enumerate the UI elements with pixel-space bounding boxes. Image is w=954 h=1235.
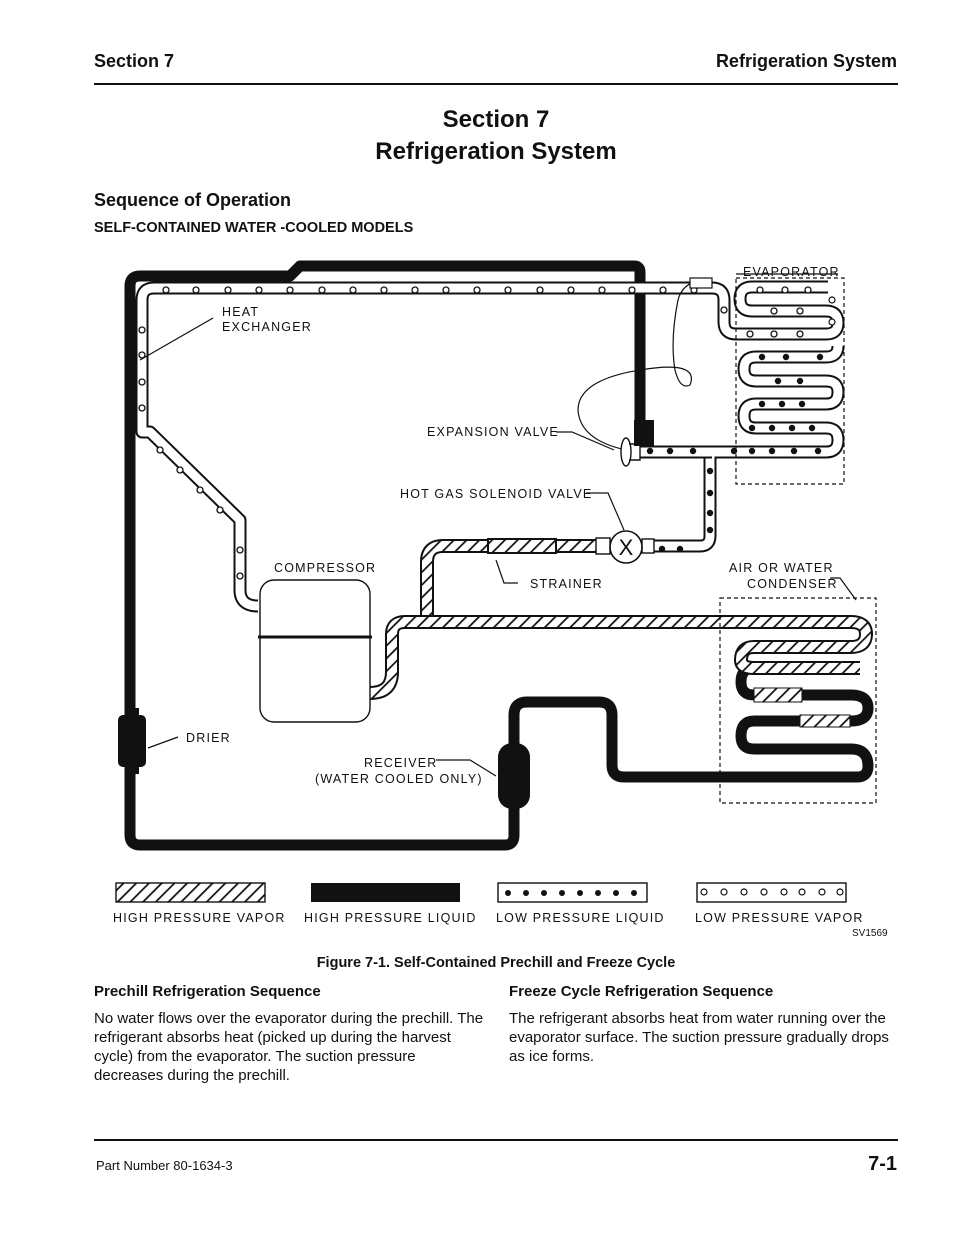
label-expansion-valve: EXPANSION VALVE bbox=[427, 425, 559, 439]
label-heat-exchanger-2: EXCHANGER bbox=[222, 320, 312, 334]
condenser-hatch-segment-1 bbox=[754, 688, 802, 702]
drier bbox=[118, 715, 146, 767]
label-compressor: COMPRESSOR bbox=[274, 561, 377, 575]
page-number: 7-1 bbox=[868, 1153, 897, 1175]
compressor bbox=[260, 580, 370, 722]
legend-swatch-high-pressure-vapor bbox=[116, 883, 265, 902]
leader-lines bbox=[140, 274, 856, 776]
footer-rule bbox=[94, 1139, 898, 1141]
solenoid-symbol: X bbox=[618, 535, 634, 560]
label-receiver-2: (WATER COOLED ONLY) bbox=[315, 772, 483, 786]
solenoid-fitting-right bbox=[642, 539, 654, 553]
legend-label-low-pressure-vapor: LOW PRESSURE VAPOR bbox=[695, 911, 864, 925]
label-condenser-1: AIR OR WATER bbox=[729, 561, 834, 575]
legend-label-high-pressure-vapor: HIGH PRESSURE VAPOR bbox=[113, 911, 286, 925]
header-chapter: Refrigeration System bbox=[715, 51, 897, 71]
legend-label-high-pressure-liquid: HIGH PRESSURE LIQUID bbox=[304, 911, 477, 925]
label-hot-gas-solenoid-valve: HOT GAS SOLENOID VALVE bbox=[400, 487, 593, 501]
freeze-heading: Freeze Cycle Refrigeration Sequence bbox=[509, 983, 774, 1000]
receiver bbox=[498, 743, 530, 809]
legend-swatch-low-pressure-liquid bbox=[498, 883, 647, 902]
condenser-hatch-segment-2 bbox=[800, 715, 850, 727]
prechill-body: No water flows over the evaporator during the prechill. The refrigerant absorbs heat (picked up during the harvest cycle) from the evaporator. The suction pressure decreases during the prechill. bbox=[94, 1010, 484, 1084]
strainer bbox=[488, 539, 556, 553]
expansion-valve-body bbox=[634, 420, 654, 446]
refrigeration-diagram bbox=[0, 240, 954, 940]
page-title-line-2: Refrigeration System bbox=[375, 138, 617, 165]
legend-swatch-high-pressure-liquid bbox=[311, 883, 460, 902]
figure-caption: Figure 7-1. Self-Contained Prechill and Freeze Cycle bbox=[316, 955, 676, 971]
page-title bbox=[94, 104, 898, 168]
label-heat-exchanger-1: HEAT bbox=[222, 305, 260, 319]
high-pressure-vapor-discharge-line bbox=[370, 622, 866, 693]
freeze-section bbox=[509, 983, 899, 1066]
header-section: Section 7 bbox=[94, 51, 175, 71]
part-number: Part Number 80-1634-3 bbox=[96, 1158, 233, 1173]
label-receiver-1: RECEIVER bbox=[364, 756, 438, 770]
label-drier: DRIER bbox=[186, 731, 231, 745]
sensing-bulb bbox=[690, 278, 712, 288]
model-heading: SELF-CONTAINED WATER -COOLED MODELS bbox=[94, 220, 414, 236]
label-strainer: STRAINER bbox=[530, 577, 603, 591]
prechill-section bbox=[94, 983, 484, 1085]
header-rule bbox=[94, 83, 898, 85]
page-title-line-1: Section 7 bbox=[442, 106, 550, 133]
solenoid-fitting-left bbox=[596, 538, 610, 554]
legend-label-low-pressure-liquid: LOW PRESSURE LIQUID bbox=[496, 911, 665, 925]
figure-code: SV1569 bbox=[852, 928, 888, 939]
legend bbox=[113, 883, 864, 925]
prechill-heading: Prechill Refrigeration Sequence bbox=[94, 983, 321, 1000]
expansion-valve-head bbox=[621, 438, 631, 466]
label-evaporator: EVAPORATOR bbox=[743, 265, 840, 279]
sequence-heading: Sequence of Operation bbox=[94, 190, 292, 210]
label-condenser-2: CONDENSER bbox=[747, 577, 838, 591]
freeze-body: The refrigerant absorbs heat from water running over the evaporator surface. The suction pressure gradually drops as ice forms. bbox=[509, 1010, 889, 1065]
